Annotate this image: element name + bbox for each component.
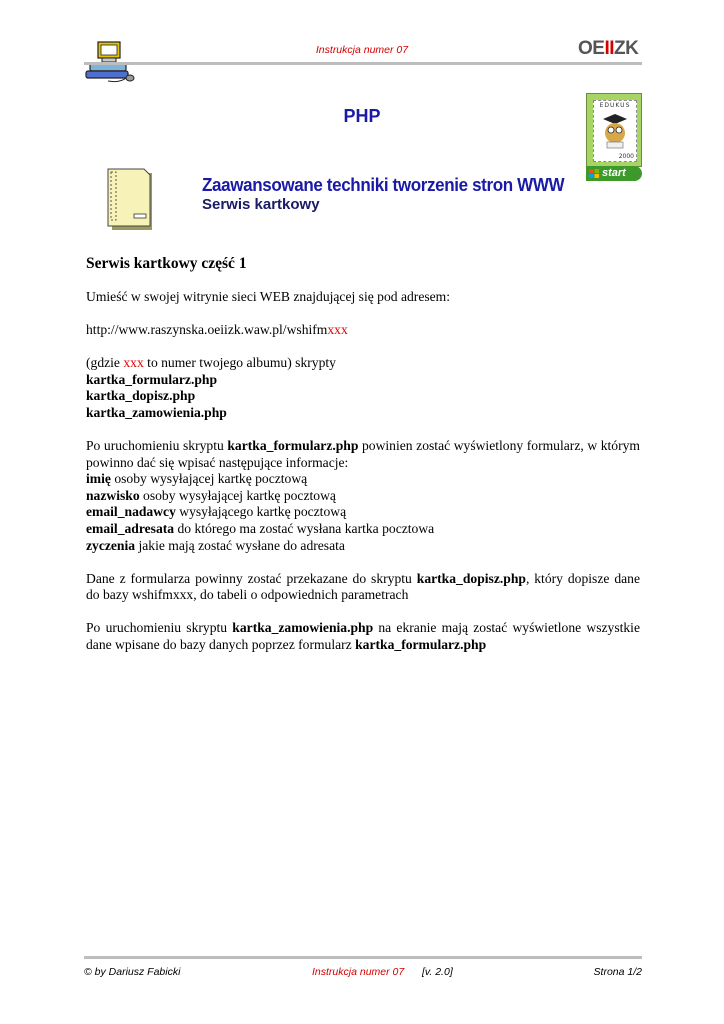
scripts-intro-pre: (gdzie: [86, 354, 124, 370]
script-name: kartka_zamowienia.php: [232, 620, 374, 636]
dopisz-pre: Dane z formularza powinny zostać przekazane do skryptu: [86, 570, 417, 586]
section-heading: Serwis kartkowy część 1: [86, 255, 247, 272]
script-name: kartka_dopisz.php: [416, 570, 526, 586]
form-intro-pre: Po uruchomieniu skryptu: [86, 437, 228, 453]
start-label: start: [602, 167, 626, 179]
footer-version: [v. 2.0]: [422, 966, 453, 978]
field-desc: osoby wysyłającej kartkę pocztową: [110, 471, 308, 487]
zamowienia-pre: Po uruchomieniu skryptu: [86, 620, 233, 636]
footer-doc-label: Instrukcja numer 07: [312, 966, 405, 978]
document-icon: [106, 168, 156, 232]
script-name: kartka_formularz.php: [86, 371, 218, 387]
scripts-intro-post: to numer twojego albumu) skrypty: [143, 354, 336, 370]
paragraph-dopisz: [86, 571, 640, 604]
header-rule: [84, 62, 642, 65]
field-name: nazwisko: [86, 487, 140, 503]
oeiizk-logo: OEIIZK: [578, 38, 639, 59]
edukus-year: 2000: [618, 153, 634, 160]
scripts-intro-xxx: xxx: [123, 354, 144, 370]
edukus-badge: [586, 93, 642, 167]
field-name: email_nadawcy: [86, 504, 176, 520]
footer-rule: [84, 956, 642, 959]
script-name: kartka_zamowienia.php: [86, 404, 227, 420]
windows-flag-icon: [589, 169, 599, 178]
main-title: Zaawansowane techniki tworzenie stron WWW: [202, 174, 565, 195]
paragraph-intro: Umieść w swojej witrynie sieci WEB znajdującej się pod adresem:: [86, 288, 451, 304]
field-desc: wysyłającego kartkę pocztową: [175, 504, 347, 520]
dopisz-post: , który dopisze dane do bazy wshifmxxx, do tabeli o odpowiednich parametrach: [86, 570, 640, 603]
field-desc: osoby wysyłającej kartkę pocztową: [139, 487, 336, 503]
script-name: kartka_dopisz.php: [86, 388, 196, 404]
sub-title: Serwis kartkowy: [202, 196, 320, 213]
url-xxx: xxx: [327, 321, 348, 337]
document-body: [86, 256, 640, 670]
field-desc: do którego ma zostać wysłana kartka pocztowa: [174, 520, 435, 536]
page-title: PHP: [343, 106, 381, 126]
url-prefix: http://www.raszynska.oeiizk.waw.pl/wshifm: [86, 321, 328, 337]
paragraph-zamowienia: [86, 620, 640, 653]
field-name: email_adresata: [86, 520, 175, 536]
paragraph-form-fields: [86, 438, 640, 554]
footer-author: © by Dariusz Fabicki: [84, 966, 181, 978]
header-doc-label: Instrukcja numer 07: [315, 44, 409, 56]
form-intro-post: powinien zostać wyświetlony formularz, w którym powinno dać się wpisać następujące informacje:: [86, 437, 640, 470]
edukus-label: EDUKUS: [599, 102, 631, 109]
paragraph-scripts: [86, 355, 640, 421]
field-desc: jakie mają zostać wysłane do adresata: [135, 537, 345, 553]
zamowienia-mid: na ekranie mają zostać wyświetlone wszystkie dane wpisane do bazy danych poprzez formularz: [86, 620, 640, 653]
footer-page-number: Strona 1/2: [593, 966, 642, 978]
script-name: kartka_formularz.php: [227, 437, 359, 453]
field-name: imię: [86, 471, 111, 487]
field-name: zyczenia: [86, 537, 136, 553]
owl-graduate-icon: [601, 111, 629, 149]
start-button[interactable]: [586, 166, 642, 181]
script-name: kartka_formularz.php: [355, 637, 487, 653]
paragraph-url: [86, 322, 640, 339]
